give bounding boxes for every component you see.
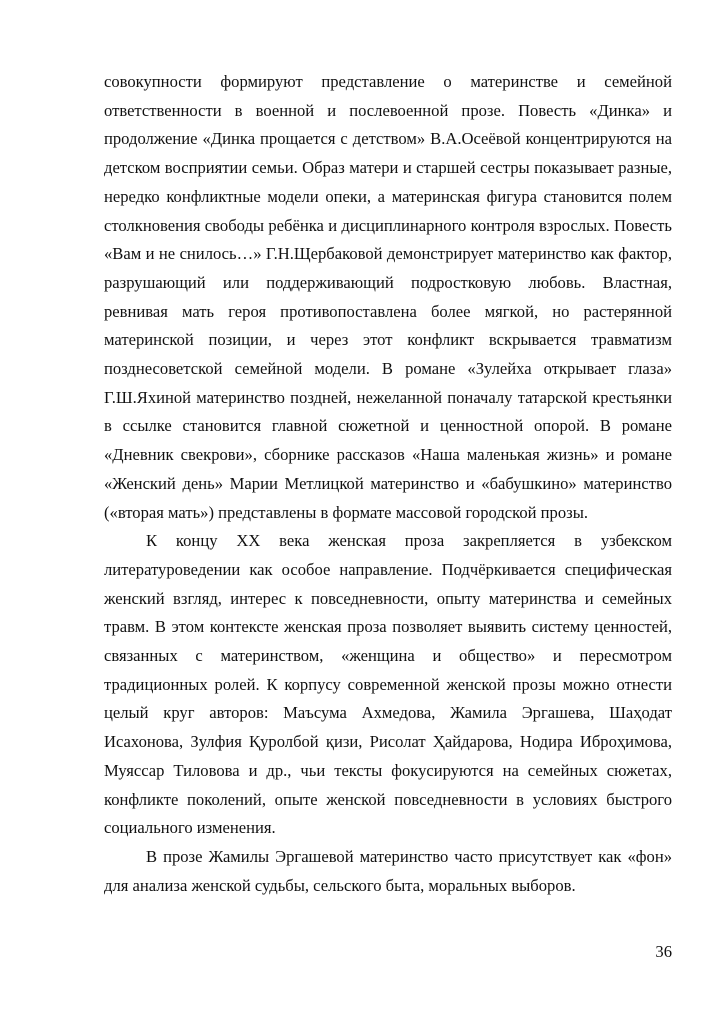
- body-text: [104, 68, 672, 900]
- page-number: 36: [655, 942, 672, 961]
- paragraph-womens-prose: К концу XX века женская проза закрепляется в узбекском литературоведении как особое направление. Подчёркивается специфическая женский взгляд, интерес к повседневности, опыту материнства и семейных травм. В этом контексте женская проза позволяет выявить систему ценностей, связанных с материнством, «женщина и общество» и пересмотром традиционных ролей. К корпусу современной женской прозы можно отнести целый круг авторов: Маъсума Ахмедова, Жамила Эргашева, Шаҳодат Исахонова, Зулфия Қуролбой қизи, Рисолат Ҳайдарова, Нодира Иброҳимова, Муяссар Тиловова и др., чьи тексты фокусируются на семейных сюжетах, конфликте поколений, опыте женской повседневности в условиях быстрого социального изменения.: [104, 531, 672, 838]
- paragraph-continuation: совокупности формируют представление о материнстве и семейной ответственности в военной и послевоенной прозе. Повесть «Динка» и продолжение «Динка прощается с детством» В.А.Осеёвой концентрируются на детском восприятии семьи. Образ матери и старшей сестры показывает разные, нередко конфликтные модели опеки, а материнская фигура становится полем столкновения свободы ребёнка и дисциплинарного контроля взрослых. Повесть «Вам и не снилось…» Г.Н.Щербаковой демонстрирует материнство как фактор, разрушающий или поддерживающий подростковую любовь. Властная, ревнивая мать героя противопоставлена более мягкой, но растерянной материнской позиции, и через этот конфликт вскрывается травматизм позднесоветской семейной модели. В романе «Зулейха открывает глаза» Г.Ш.Яхиной материнство поздней, нежеланной поначалу татарской крестьянки в ссылке становится главной сюжетной и ценностной опорой. В романе «Дневник свекрови», сборнике рассказов «Наша маленькая жизнь» и романе «Женский день» Марии Метлицкой материнство и «бабушкино» материнство («вторая мать») представлены в формате массовой городской прозы.: [104, 72, 672, 522]
- paragraph-ergasheva: В прозе Жамилы Эргашевой материнство часто присутствует как «фон» для анализа женской судьбы, сельского быта, моральных выборов.: [104, 846, 672, 895]
